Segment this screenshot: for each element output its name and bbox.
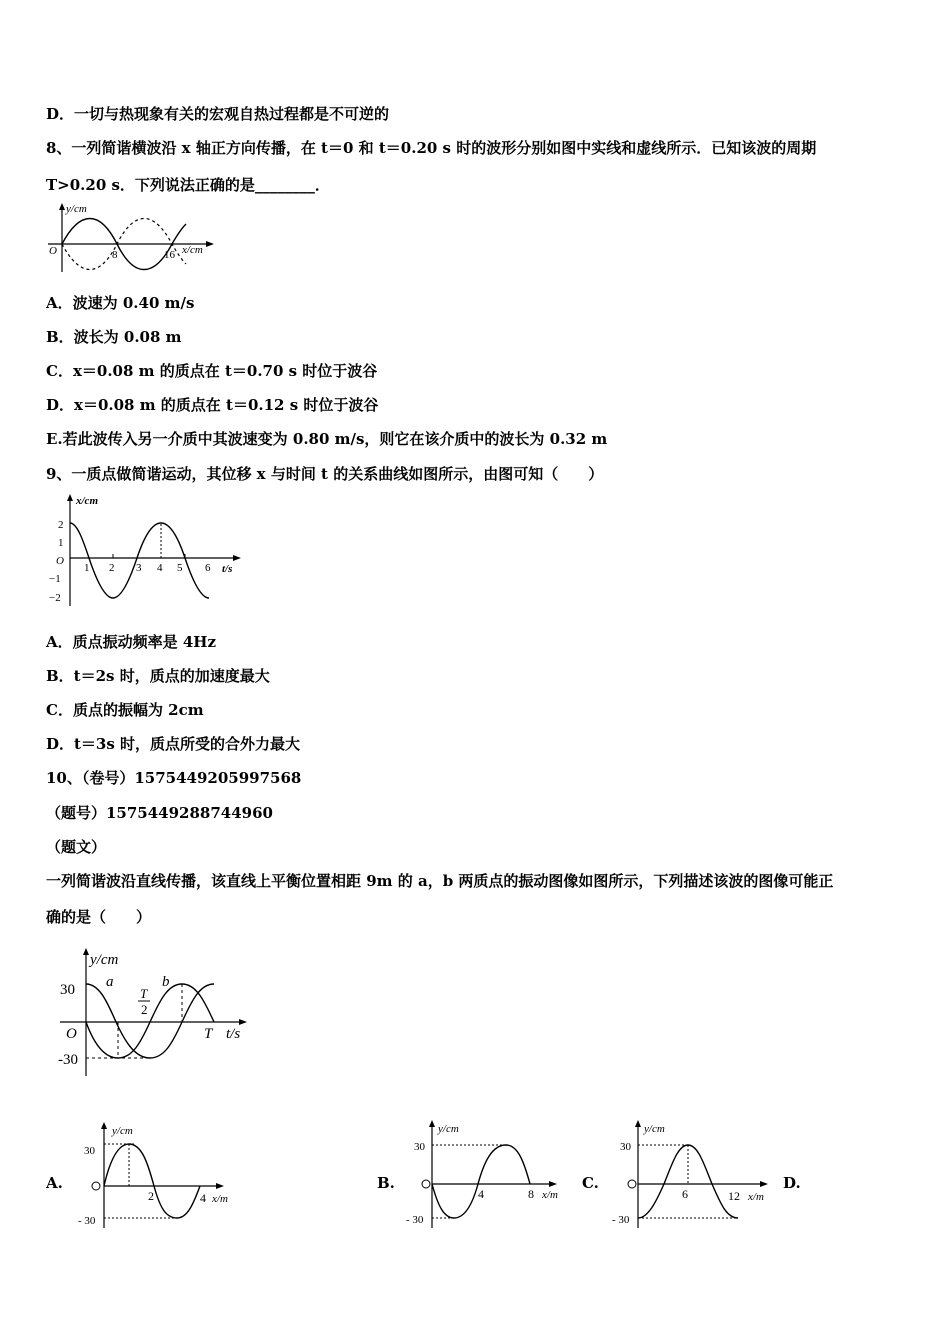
q9-fig-xtick-5: 5 xyxy=(177,562,183,574)
q10-option-c-graph xyxy=(608,1118,780,1230)
q8-fig-tick-16: 16 xyxy=(164,249,175,261)
q10-fig-T: T xyxy=(204,1026,213,1042)
q8-wave-figure xyxy=(44,200,219,276)
q9-fig-xtick-3: 3 xyxy=(136,562,142,574)
q10-option-a-yneg: - 30 xyxy=(78,1215,96,1227)
q9-fig-ytick-1: 1 xyxy=(58,537,64,549)
q7-option-d: D．一切与热现象有关的宏观自热过程都是不可逆的 xyxy=(46,105,390,123)
q10-option-c-ypos: 30 xyxy=(620,1141,631,1153)
q10-fig-label-a: a xyxy=(106,974,114,990)
q10-option-b-label: B. xyxy=(377,1174,395,1192)
q8-fig-tick-8: 8 xyxy=(112,249,118,261)
q10-fig-halfT-num: T xyxy=(140,986,148,1001)
q10-vibration-figure xyxy=(52,944,252,1078)
q10-option-c-yneg: - 30 xyxy=(612,1214,630,1226)
q10-fig-origin: O xyxy=(66,1026,77,1042)
q10-option-c-label: C. xyxy=(582,1174,599,1192)
q10-option-b-ypos: 30 xyxy=(414,1141,425,1153)
q10-juanhao: 10、（卷号）1575449205997568 xyxy=(46,769,302,787)
q10-option-b-xlabel: x/m xyxy=(542,1189,558,1201)
q9-option-d: D．t＝3s 时，质点所受的合外力最大 xyxy=(46,735,301,753)
q9-fig-xtick-6: 6 xyxy=(205,562,211,574)
q9-fig-xtick-4: 4 xyxy=(157,562,163,574)
q10-stem-line2: 确的是（ ） xyxy=(46,908,152,926)
q10-option-c-xlabel: x/m xyxy=(748,1191,764,1203)
q8-stem-line2: T>0.20 s．下列说法正确的是________． xyxy=(46,176,330,194)
q10-option-c-end: 12 xyxy=(728,1189,740,1203)
q8-fig-ylabel: y/cm xyxy=(66,203,87,215)
q8-option-b: B．波长为 0.08 m xyxy=(46,328,182,346)
q10-fig-ypos: 30 xyxy=(60,982,75,998)
q10-fig-label-b: b xyxy=(162,974,170,990)
q10-fig-halfT-den: 2 xyxy=(141,1002,148,1017)
q10-tihao: （题号）1575449288744960 xyxy=(46,804,273,822)
q9-fig-ytick-2: 2 xyxy=(58,519,64,531)
q9-fig-ytick-neg2: −2 xyxy=(49,592,61,604)
q10-fig-yneg: -30 xyxy=(58,1052,78,1068)
q9-fig-xtick-1: 1 xyxy=(84,562,90,574)
q8-option-d: D．x＝0.08 m 的质点在 t＝0.12 s 时位于波谷 xyxy=(46,396,379,414)
q10-option-a-xlabel: x/m xyxy=(212,1193,228,1205)
q10-option-b-ylabel: y/cm xyxy=(438,1123,459,1135)
q10-fig-xlabel: t/s xyxy=(226,1026,241,1042)
q9-fig-ytick-neg1: −1 xyxy=(49,573,61,585)
q10-option-a-ylabel: y/cm xyxy=(112,1125,133,1137)
q10-option-a-ypos: 30 xyxy=(84,1145,95,1157)
q9-option-a: A．质点振动频率是 4Hz xyxy=(46,633,216,651)
q10-option-a-end: 4 xyxy=(200,1191,206,1205)
q10-option-c-ylabel: y/cm xyxy=(644,1123,665,1135)
q10-option-b-mid: 4 xyxy=(478,1187,484,1201)
q9-fig-xlabel: t/s xyxy=(222,563,233,575)
q10-fig-ylabel: y/cm xyxy=(90,952,119,968)
q10-option-b-graph xyxy=(402,1118,572,1230)
q10-option-d-label: D. xyxy=(783,1174,801,1192)
q8-fig-xlabel: x/cm xyxy=(182,244,203,256)
q10-stem-line1: 一列简谐波沿直线传播，该直线上平衡位置相距 9m 的 a，b 两质点的振动图像如图所示，下列描述该波的图像可能正 xyxy=(46,872,834,890)
q9-fig-origin: O xyxy=(56,555,64,567)
q8-option-a: A．波速为 0.40 m/s xyxy=(46,294,195,312)
q9-fig-ylabel: x/cm xyxy=(76,495,98,507)
q9-option-b: B．t＝2s 时，质点的加速度最大 xyxy=(46,667,270,685)
q8-option-e: E.若此波传入另一介质中其波速变为 0.80 m/s，则它在该介质中的波长为 0.32 m xyxy=(46,430,608,448)
q10-option-a-graph xyxy=(74,1120,244,1230)
q8-stem-line1: 8、一列简谐横波沿 x 轴正方向传播，在 t＝0 和 t＝0.20 s 时的波形分别如图中实线和虚线所示．已知该波的周期 xyxy=(46,139,817,157)
q9-option-c: C．质点的振幅为 2cm xyxy=(46,701,204,719)
q9-stem: 9、一质点做简谐运动，其位移 x 与时间 t 的关系曲线如图所示，由图可知（ ） xyxy=(46,465,604,483)
q10-option-a-label: A. xyxy=(46,1174,63,1192)
q8-fig-origin: O xyxy=(49,245,57,257)
q8-option-c: C．x＝0.08 m 的质点在 t＝0.70 s 时位于波谷 xyxy=(46,362,378,380)
q9-oscillation-figure xyxy=(44,490,244,610)
q10-option-b-end: 8 xyxy=(528,1187,534,1201)
q10-tiwen: （题文） xyxy=(46,838,107,856)
q9-fig-xtick-2: 2 xyxy=(109,562,115,574)
q10-option-c-mid: 6 xyxy=(682,1187,688,1201)
q10-option-b-yneg: - 30 xyxy=(406,1214,424,1226)
q10-option-a-mid: 2 xyxy=(148,1189,154,1203)
